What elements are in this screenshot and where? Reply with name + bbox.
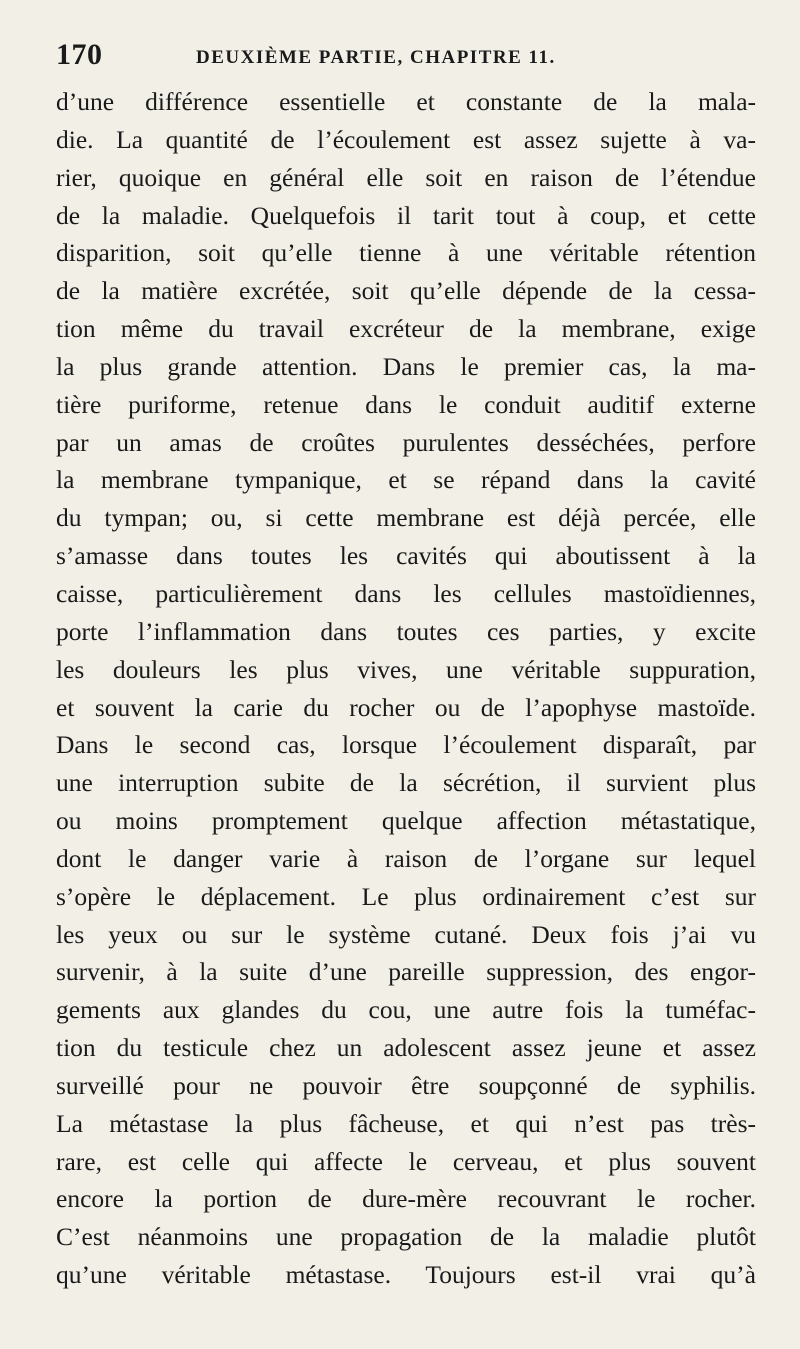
text-line: les yeux ou sur le système cutané. Deux fois j’ai vu bbox=[56, 919, 756, 949]
text-line: s’opère le déplacement. Le plus ordinairement c’est sur bbox=[56, 881, 756, 911]
text-line: Dans le second cas, lorsque l’écoulement disparaît, par bbox=[56, 730, 756, 760]
text-line: tière puriforme, retenue dans le conduit auditif externe bbox=[56, 389, 756, 419]
text-line: une interruption subite de la sécrétion, il survient plus bbox=[56, 768, 756, 798]
text-line: die. La quantité de l’écoulement est assez sujette à va- bbox=[56, 124, 756, 154]
text-line: ou moins promptement quelque affection métastatique, bbox=[56, 806, 756, 836]
body-text bbox=[56, 83, 756, 1294]
text-line: de la matière excrétée, soit qu’elle dépende de la cessa- bbox=[56, 276, 756, 306]
text-line: tion même du travail excréteur de la membrane, exige bbox=[56, 314, 756, 344]
text-line: tion du testicule chez un adolescent assez jeune et assez bbox=[56, 1033, 756, 1063]
text-line: s’amasse dans toutes les cavités qui aboutissent à la bbox=[56, 541, 756, 571]
text-line: disparition, soit qu’elle tienne à une véritable rétention bbox=[56, 238, 756, 268]
text-line: La métastase la plus fâcheuse, et qui n’est pas très- bbox=[56, 1108, 756, 1138]
text-line: et souvent la carie du rocher ou de l’apophyse mastoïde. bbox=[56, 692, 756, 722]
text-line: C’est néanmoins une propagation de la maladie plutôt bbox=[56, 1222, 756, 1252]
page-header bbox=[56, 38, 756, 78]
text-line: porte l’inflammation dans toutes ces parties, y excite bbox=[56, 616, 756, 646]
text-line: les douleurs les plus vives, une véritable suppuration, bbox=[56, 654, 756, 684]
text-line: survenir, à la suite d’une pareille suppression, des engor- bbox=[56, 957, 756, 987]
text-line: qu’une véritable métastase. Toujours est-il vrai qu’à bbox=[56, 1260, 756, 1290]
text-line: encore la portion de dure-mère recouvrant le rocher. bbox=[56, 1184, 756, 1214]
text-line: gements aux glandes du cou, une autre fois la tuméfac- bbox=[56, 995, 756, 1025]
text-line: de la maladie. Quelquefois il tarit tout à coup, et cette bbox=[56, 200, 756, 230]
page-number: 170 bbox=[56, 38, 103, 71]
text-line: surveillé pour ne pouvoir être soupçonné de syphilis. bbox=[56, 1070, 756, 1100]
text-line: par un amas de croûtes purulentes desséchées, perfore bbox=[56, 427, 756, 457]
text-line: du tympan; ou, si cette membrane est déjà percée, elle bbox=[56, 503, 756, 533]
text-line: rare, est celle qui affecte le cerveau, et plus souvent bbox=[56, 1146, 756, 1176]
text-line: la plus grande attention. Dans le premier cas, la ma- bbox=[56, 351, 756, 381]
text-line: caisse, particulièrement dans les cellules mastoïdiennes, bbox=[56, 578, 756, 608]
running-head: DEUXIÈME PARTIE, CHAPITRE 11. bbox=[196, 47, 556, 68]
text-line: dont le danger varie à raison de l’organe sur lequel bbox=[56, 843, 756, 873]
text-line: d’une différence essentielle et constante de la mala- bbox=[56, 87, 756, 116]
text-line: rier, quoique en général elle soit en raison de l’étendue bbox=[56, 162, 756, 192]
text-line: la membrane tympanique, et se répand dans la cavité bbox=[56, 465, 756, 495]
